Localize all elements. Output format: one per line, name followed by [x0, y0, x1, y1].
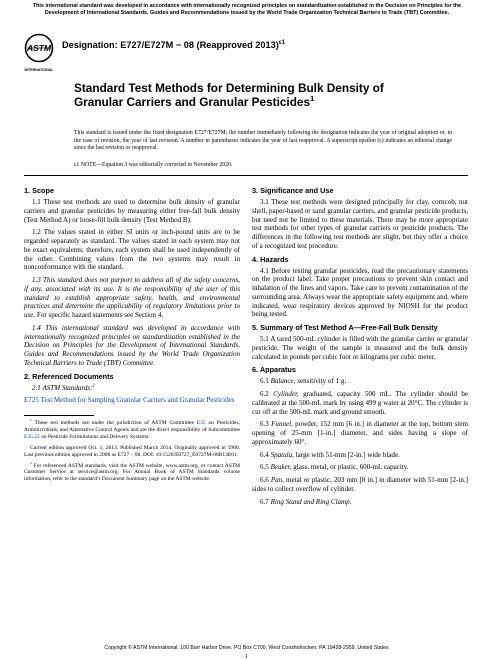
logo-subtext: INTERNATIONAL — [24, 68, 54, 72]
para-1-4: 1.4 This international standard was developed in accordance with internationally recognized principles on standardization established in the Decision on Principles for the Development of International Standards, Guides and Recommendations issued by the World Trade Organization Technical Barriers to Trade (TBT) Committee. — [24, 323, 240, 367]
copyright-footer: Copyright © ASTM International, 100 Barr Harbor Drive, PO Box C700, West Conshohocken, PA 19428-2959. United States — [104, 645, 389, 651]
left-column — [24, 186, 240, 487]
wto-notice: This international standard was developed in accordance with internationally recognized principles on standardization established in the Decision on Principles for the Development of International Standards, Guides and Recommendations issued by the World Trade Organization Technical Barriers to Trade (TBT) Committee. — [32, 3, 462, 16]
section-2-heading: 2. Referenced Documents — [24, 371, 114, 381]
logo-text: ASTM — [26, 43, 52, 53]
para-1-1: 1.1 These test methods are used to determine bulk density of granular carriers and granular pesticides by measuring either free-fall bulk density (Test Method A) or loose-fill bulk density (Test Method B). — [24, 198, 240, 224]
para-5-1: 5.1 A tared 500-mL cylinder is filled with the granular carrier or granular pesticide. The weight of the sample is measured and the bulk density calculated in pounds per cubic foot or kilograms per cubic meter. — [252, 335, 468, 361]
para-2-1-text: 2.1 ASTM Standards: — [32, 383, 93, 392]
footnote-link-e3522[interactable]: E35.22 — [24, 433, 40, 440]
para-1-3-tail: For specific hazard statements see Section 4. — [35, 311, 164, 319]
para-4-1: 4.1 Before testing granular pesticides, read the precautionary statements on the product label. Take proper precautions to prevent skin contact and inhalation of the fines and vapors. Take care to prevent contamination of the surrounding area. Always wear the appropriate safety equipment and, where indicated, wear respiratory devices approved by NIOSH for the product being tested. — [252, 266, 468, 319]
reference-title-link[interactable]: Test Method for Sampling Granular Carriers and Granular Pesticides — [38, 396, 235, 405]
section-1-heading: 1. Scope — [24, 186, 55, 195]
section-5-heading: 5. Summary of Test Method A—Free-Fall Bulk Density — [252, 323, 438, 332]
reference-code-link[interactable]: E725 — [24, 396, 39, 405]
astm-logo — [24, 33, 54, 77]
para-1-2: 1.2 The values stated in either SI units or inch-pound units are to be regarded separately as standard. The values stated in each system may not be exact equivalents; therefore, each system shall be used independently of the other. Combining values from the two systems may result in nonconformance with the standard. — [24, 228, 240, 272]
para-6-1: 6.1 Balance, sensitivity of 1 g. — [260, 377, 347, 386]
right-column — [252, 186, 468, 510]
designation-text: Designation: E727/E727M − 08 (Reapproved 2013) — [62, 40, 279, 50]
para-6-6: 6.6 Pan, metal or plastic, 203 mm [8 in.] in diameter with 51-mm [2-in.] sides to collect overflow of cylinder. — [252, 476, 468, 493]
footnote-2: $^2$ For referenced ASTM standards, visit the ASTM website, www.astm.org, or contact ASTM Customer Service at service@astm.org. For Annual Book of ASTM Standards volume information, refer to the standard’s Document Summary page on the ASTM website. — [24, 460, 241, 483]
footnote-2-mark: 2 — [92, 382, 95, 388]
issuance-statement: This standard is issued under the fixed designation E727/E727M; the number immediately following the designation indicates the year of original adoption or, in the case of revision, the year of last revision. A number in parentheses indicates the year of last reapproval. A superscript epsilon (ε) indicates an editorial change since the last revision or reapproval. — [74, 130, 452, 152]
designation-marks: ε1 — [278, 39, 285, 46]
para-3-1: 3.1 These test methods were designed principally for clay, corncob, nut shell, paper-based or sand granular carriers, and granular pesticide products, but need not be limited to these materials. There may be more appropriate test methods for other types of granular carriers or pesticide products. The differences in the following test methods are slight, but they offer a choice of a recognized test procedure. — [252, 198, 468, 250]
title-footnote-mark: 1 — [310, 94, 315, 104]
editorial-note: ε1 NOTE—Equation 3 was editorially corrected in November 2020. — [74, 162, 233, 168]
title-text: Standard Test Methods for Determining Bulk Density of Granular Carriers and Granular Pesticides — [74, 81, 384, 109]
footnote-1: $^1$ These test methods are under the jurisdiction of ASTM Committee E35 on Pesticides, Antimicrobials, and Alternative Control Agents and are the direct responsibility of Subcommittee E35.22 on Pesticide Formulations and Delivery Systems. — [24, 418, 240, 440]
header-divider — [24, 175, 468, 176]
section-3-heading: 3. Significance and Use — [252, 186, 334, 195]
para-6-4: 6.4 Spatula, large with 51-mm [2-in.] wide blade. — [260, 450, 400, 459]
para-6-2: 6.2 Cylinder, graduated, capacity 500 mL. The cylinder should be calibrated at the 500-mL mark by using 499 g water at 20°C. The cylinder is cut off at the 500-mL mark and ground smooth. — [252, 390, 468, 416]
page-number: 1 — [244, 653, 249, 660]
para-6-7: 6.7 Ring Stand and Ring Clamp. — [260, 497, 352, 506]
footnote-link-e35[interactable]: E35 — [196, 420, 206, 426]
document-title — [74, 81, 434, 109]
footnote-1-edition: Current edition approved Oct. 1, 2013. Published March 2014. Originally approved in 1980. Last previous edition approved in 2008 as E727 – 08. DOI: 10.1520/E0727_E0727M-08R13E01. — [24, 444, 240, 458]
designation — [62, 40, 285, 51]
section-4-heading: 4. Hazards — [252, 254, 289, 264]
para-6-5: 6.5 Beaker, glass, metal, or plastic, 600-mL capacity. — [260, 463, 409, 472]
para-1-3-italic: 1.3 This standard does not purport to address all of the safety concerns, if any, associated with its use. It is the responsibility of the user of this standard to establish appropriate safety, health, and environmental practices and determine the applicability of regulatory limitations prior to use. — [24, 276, 240, 319]
para-2-1 — [24, 384, 240, 393]
section-6-heading: 6. Apparatus — [252, 365, 296, 375]
para-1-3 — [24, 276, 240, 320]
footnote-divider — [24, 415, 94, 416]
reference-e725 — [24, 396, 240, 405]
para-6-3: 6.3 Funnel, powder, 152 mm [6 in.] in diameter at the top, bottom stem opening of 25-mm [1-in.] diameter, and sides having a slope of approximately 60°. — [252, 420, 468, 446]
